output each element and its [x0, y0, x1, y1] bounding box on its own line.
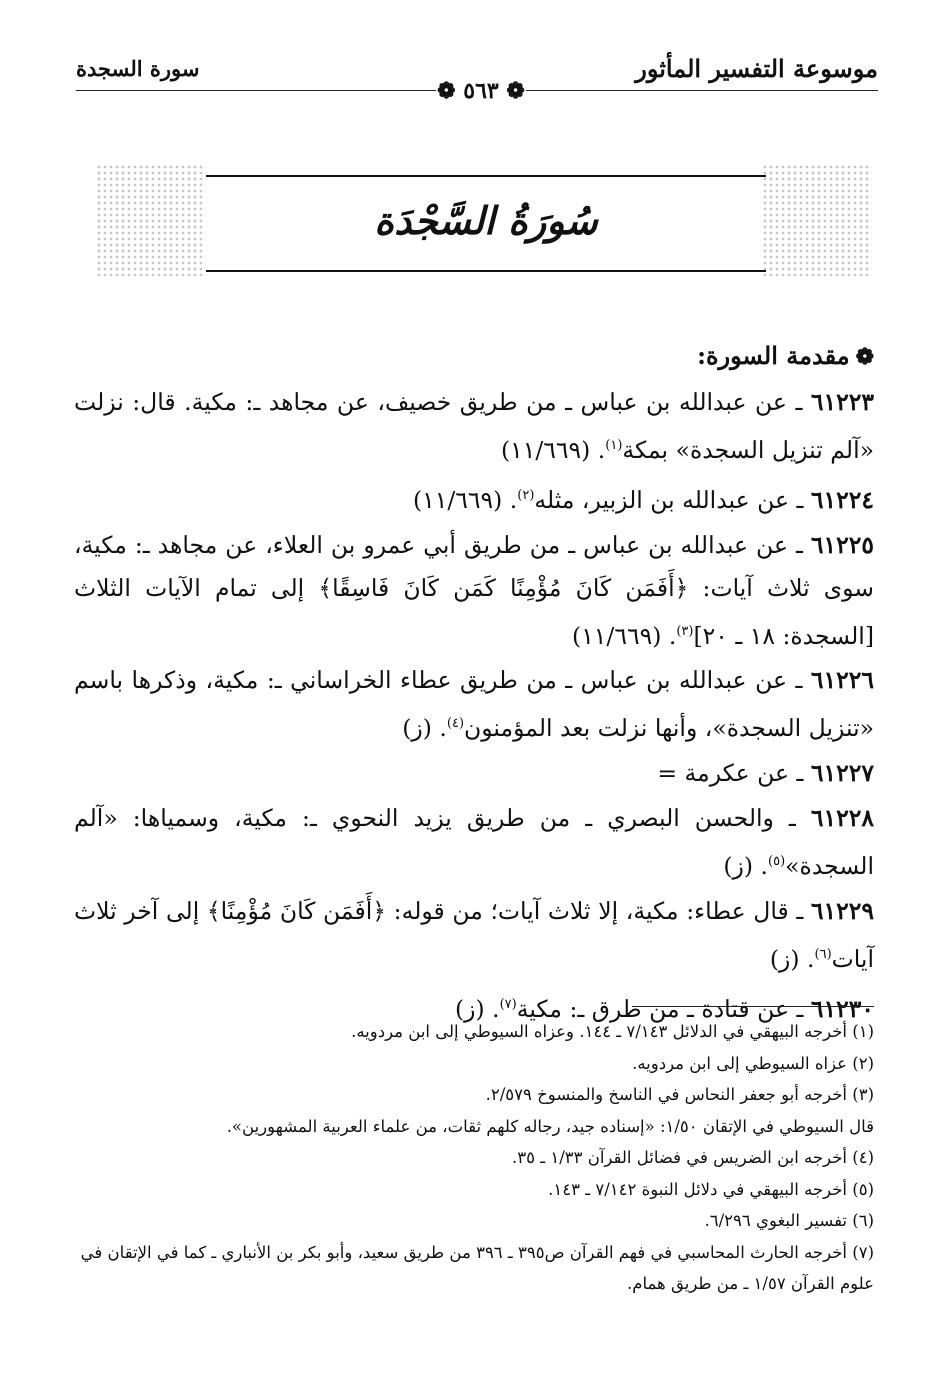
entry-text: ـ والحسن البصري ـ من طريق يزيد النحوي ـ: مكية، وسمياها: «آلم السجدة»: [74, 804, 874, 881]
entry-reference: . (ز): [769, 944, 815, 973]
entry-reference: . (ز): [723, 852, 768, 881]
hadith-entry: [74, 524, 874, 658]
hadith-entry: [74, 797, 874, 888]
entry-text: ـ عن عبدالله بن عباس ـ من طريق خصيف، عن مجاهد ـ: مكية. قال: نزلت «آلم تنزيل السجدة» بمكة: [74, 388, 874, 464]
footnote: (٦) تفسير البغوي ٦/٢٩٦.: [704, 1211, 874, 1230]
entry-reference: . (ز): [454, 994, 500, 1023]
entry-text: ـ قال عطاء: مكية، إلا ثلاث آيات؛ من قوله: ﴿أَفَمَن كَانَ مُؤْمِنًا﴾ إلى آخر ثلاث آيات: [74, 897, 874, 973]
entry-number: ٦١٢٢٤: [810, 485, 874, 514]
section-heading: [74, 336, 874, 377]
entry-text: ـ عن قتادة ـ من طرق ـ: مكية: [516, 994, 811, 1023]
title-rule-bottom: [206, 270, 766, 272]
header-rule-left: [76, 90, 436, 91]
footnote-ref: (٣): [676, 623, 694, 639]
entry-number: ٦١٢٣٠: [810, 994, 874, 1023]
entries-list: [74, 381, 874, 1031]
entry-reference: . (١١/٦٦٩): [500, 435, 606, 464]
footnote-ref: (٤): [446, 716, 465, 732]
entry-reference: . (ز): [402, 714, 447, 743]
footnote-separator: [632, 1006, 874, 1007]
footnote-ref: (٧): [499, 996, 517, 1012]
sura-title: سُورَةُ السَّجْدَة: [374, 198, 598, 243]
entry-number: ٦١٢٢٥: [810, 530, 874, 559]
footnote-ref: (١): [605, 438, 623, 453]
entry-number: ٦١٢٢٣: [810, 388, 874, 416]
hadith-entry: [74, 659, 874, 750]
footnote: (٥) أخرجه البيهقي في دلائل النبوة ٧/١٤٢ ـ ١٤٣.: [548, 1179, 874, 1199]
entry-reference: . (١١/٦٦٩): [412, 485, 518, 514]
hadith-entry: [74, 752, 874, 795]
entry-reference: . (١١/٦٦٩): [572, 621, 677, 650]
footnote-ref: (٢): [517, 487, 535, 503]
entry-number: ٦١٢٢٧: [810, 759, 874, 788]
footnote: (١) أخرجه البيهقي في الدلائل ٧/١٤٣ ـ ١٤٤. وعزاه السيوطي إلى ابن مردويه.: [351, 1022, 874, 1041]
entry-text: ـ عن عبدالله بن عباس ـ من طريق عطاء الخراساني ـ: مكية، وذكرها باسم «تنزيل السجدة»، وأنها نزلت بعد المؤمنون: [74, 666, 874, 743]
flower-icon: ❁: [855, 344, 874, 370]
entry-text: ـ عن عكرمة =: [657, 759, 811, 788]
page-number-value: ٥٦٣: [463, 78, 499, 104]
hadith-entry: [74, 890, 874, 981]
entry-number: ٦١٢٢٦: [810, 666, 874, 695]
footnotes: [62, 1016, 874, 1300]
hadith-entry: [74, 474, 874, 522]
footnote-ref: (٦): [814, 947, 832, 963]
running-header-sura-name: سورة السجدة: [76, 56, 200, 81]
main-text: [74, 336, 874, 1033]
ornament-left-icon: [96, 164, 206, 276]
hadith-entry: [74, 381, 874, 472]
section-heading-text: مقدمة السورة:: [697, 341, 850, 370]
running-header-book-title: موسوعة التفسير المأثور: [635, 54, 878, 83]
entry-number: ٦١٢٢٩: [810, 897, 874, 926]
page-number: ❁ ٥٦٣ ❁: [437, 78, 525, 104]
footnote: (٧) أخرجه الحارث المحاسبي في فهم القرآن ص٣٩٥ ـ ٣٩٦ من طريق سعيد، وأبو بكر بن الأنباري ـ كما في الإتقان في علوم القرآن ١/٥٧ ـ من طريق همام.: [80, 1242, 874, 1293]
entry-text: ـ عن عبدالله بن عباس ـ من طريق أبي عمرو بن العلاء، عن مجاهد ـ: مكية، سوى ثلاث آيات: ﴿أَفَمَن كَانَ مُؤْمِنًا كَمَن كَانَ فَاسِقًا﴾ إلى تمام الآيات الثلاث [السجدة: ١٨ ـ ٢٠]: [74, 530, 874, 650]
footnote: (٤) أخرجه ابن الضريس في فضائل القرآن ١/٣٣ ـ ٣٥.: [512, 1148, 874, 1167]
header-rule-right: [526, 90, 878, 91]
footnote: قال السيوطي في الإتقان ١/٥٠: «إسناده جيد، رجاله كلهم ثقات، من علماء العربية المشهورين».: [226, 1116, 874, 1136]
title-rule-top: [206, 175, 766, 177]
footnote: (٣) أخرجه أبو جعفر النحاس في الناسخ والمنسوخ ٢/٥٧٩.: [485, 1085, 874, 1104]
footnote: (٢) عزاه السيوطي إلى ابن مردويه.: [632, 1053, 874, 1073]
entry-text: ـ عن عبدالله بن الزبير، مثله: [534, 485, 811, 514]
ornament-right-icon: [762, 164, 872, 276]
footnote-ref: (٥): [768, 854, 786, 870]
entry-number: ٦١٢٢٨: [810, 804, 874, 833]
